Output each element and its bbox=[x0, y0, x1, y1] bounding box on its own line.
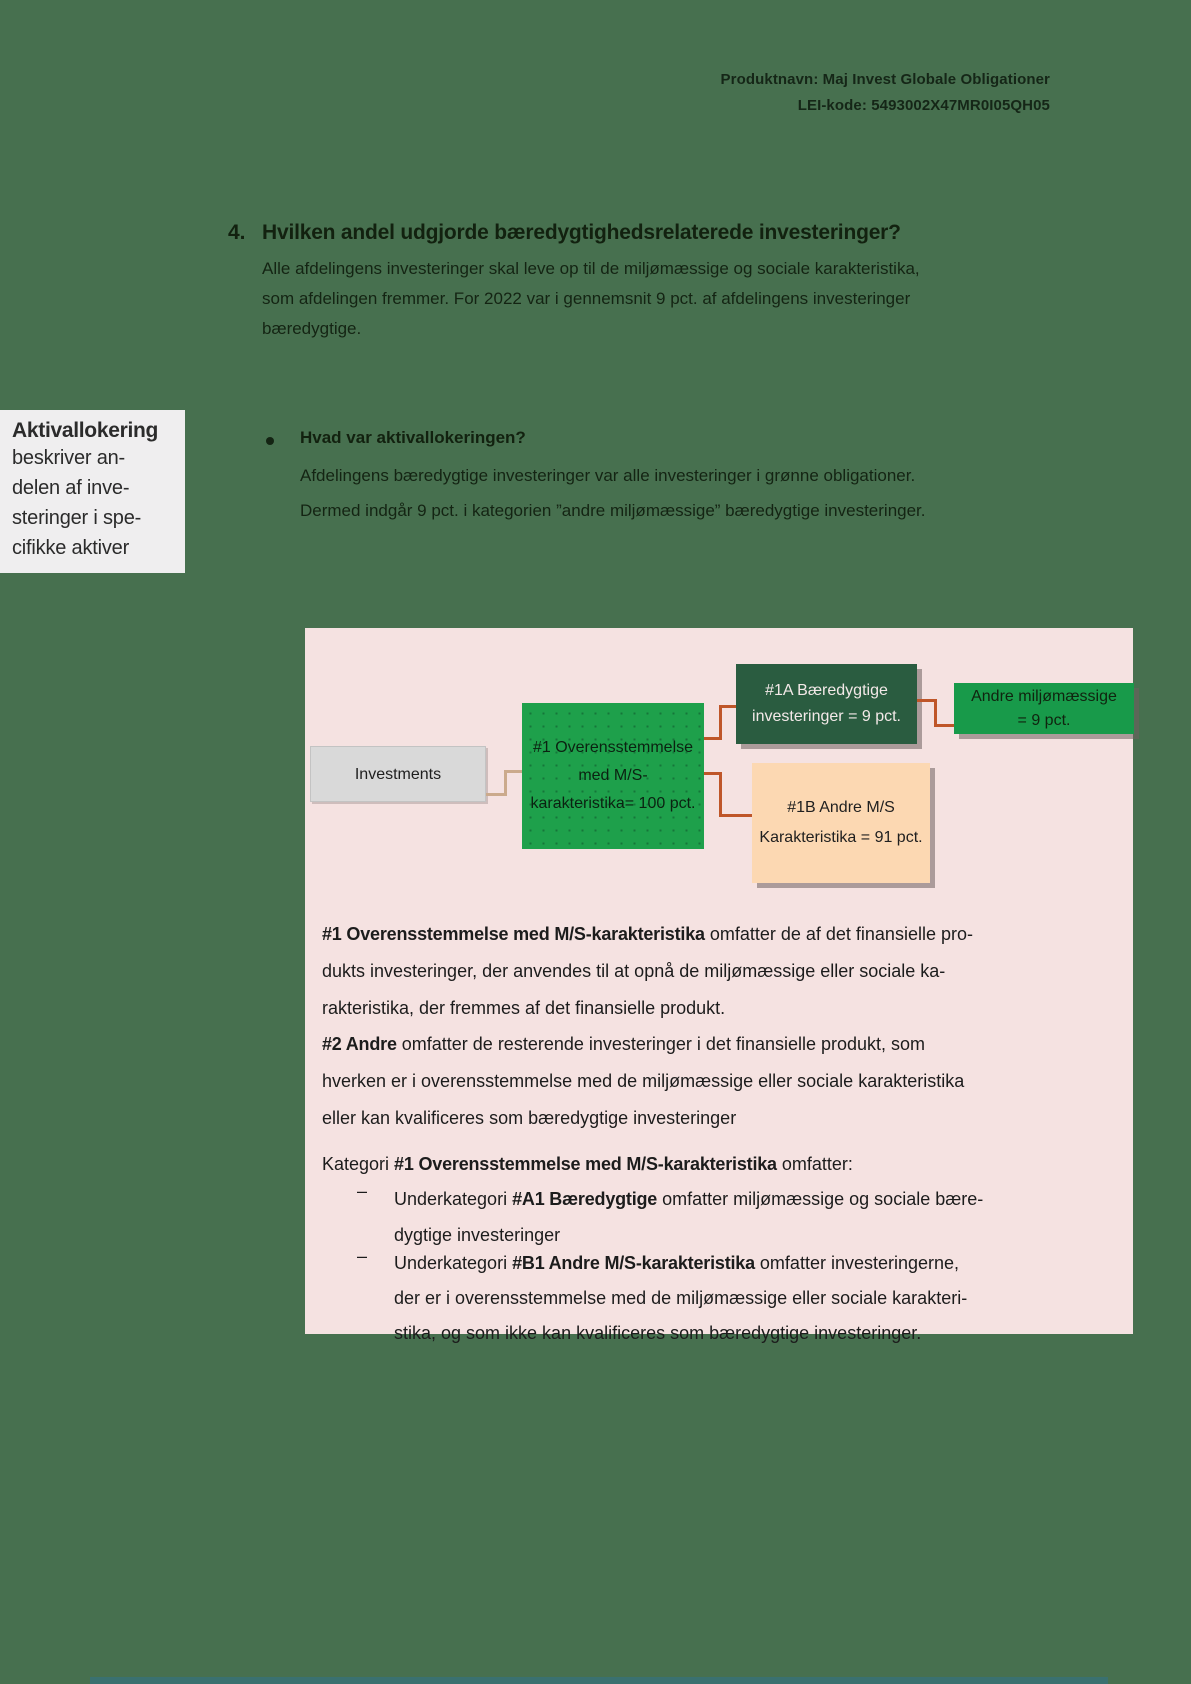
bullet-icon bbox=[266, 437, 274, 445]
connector-box1a-andre bbox=[934, 724, 954, 727]
legend-line bbox=[322, 916, 1122, 953]
box-1b-line: Karakteristika = 91 pct. bbox=[759, 829, 923, 846]
box-1a-line: #1A Bæredygtige bbox=[765, 682, 888, 699]
legend-line bbox=[322, 1026, 1122, 1063]
box-1-line: #1 Overensstemmelse bbox=[532, 739, 694, 756]
footer-accent-bar bbox=[90, 1677, 1108, 1684]
margin-note-line: beskriver an- bbox=[12, 447, 125, 469]
intro-line: som afdelingen fremmer. For 2022 var i gennemsnit 9 pct. af afdelingens investeringer bbox=[262, 289, 911, 308]
margin-note-title: Aktivallokering bbox=[12, 419, 159, 442]
sub-bullet-dash: – bbox=[357, 1181, 368, 1201]
intro-line: bæredygtige. bbox=[262, 319, 362, 338]
legend-term: #1 Overensstemmelse med M/S-karakteristika bbox=[394, 1154, 777, 1174]
connector-box1-box1a bbox=[719, 705, 722, 740]
legend-line: hverken er i overensstemmelse med de miljømæssige eller sociale karakteristika bbox=[322, 1071, 965, 1091]
legend-line: dukts investeringer, der anvendes til at opnå de miljømæssige eller sociale ka- bbox=[322, 961, 946, 981]
legend-text: omfatter de resterende investeringer i det finansielle produkt, som bbox=[396, 1034, 926, 1054]
connector-box1-box1b bbox=[719, 814, 752, 817]
connector-investments-box1 bbox=[504, 770, 522, 773]
legend-line: dygtige investeringer bbox=[394, 1225, 561, 1245]
bullet-answer-line: Dermed indgår 9 pct. i kategorien ”andre miljømæssige” bæredygtige investeringer. bbox=[300, 501, 926, 520]
legend-text: Underkategori bbox=[394, 1189, 513, 1209]
legend-sub-bullet-2 bbox=[394, 1246, 1124, 1351]
box-andre-line: Andre miljømæssige bbox=[971, 687, 1117, 705]
box-andre-miljoemaessige bbox=[954, 683, 1134, 734]
legend-paragraph-2 bbox=[322, 1026, 1122, 1137]
margin-note-line: steringer i spe- bbox=[12, 507, 142, 529]
sub-bullet-dash: – bbox=[357, 1246, 368, 1266]
legend-line bbox=[322, 1146, 1122, 1183]
legend-text: omfatter miljømæssige og sociale bære- bbox=[657, 1189, 984, 1209]
legend-paragraph-1 bbox=[322, 916, 1122, 1027]
margin-note-line: delen af inve- bbox=[12, 477, 130, 499]
box-1a-baeredygtige bbox=[736, 664, 917, 744]
margin-note bbox=[0, 410, 185, 573]
investments-label: Investments bbox=[354, 765, 442, 783]
box-1-line: med M/S- bbox=[578, 767, 648, 784]
legend-term: #B1 Andre M/S-karakteristika bbox=[512, 1253, 755, 1273]
box-1b-andre-ms bbox=[752, 763, 930, 883]
section-number: 4. bbox=[228, 221, 246, 244]
legend-line bbox=[394, 1246, 1124, 1281]
bullet-answer-line: Afdelingens bæredygtige investeringer var alle investeringer i grønne obligationer. bbox=[300, 466, 916, 485]
legend-paragraph-3 bbox=[322, 1146, 1122, 1183]
legend-line: rakteristika, der fremmes af det finansielle produkt. bbox=[322, 998, 726, 1018]
legend-text: omfatter investeringerne, bbox=[754, 1253, 960, 1273]
box-andre-line: = 9 pct. bbox=[1017, 711, 1071, 729]
investments-box bbox=[310, 746, 486, 802]
connector-box1-box1b bbox=[719, 772, 722, 817]
box-1b-line: #1B Andre M/S bbox=[787, 799, 895, 816]
lei-code: LEI-kode: 5493002X47MR0I05QH05 bbox=[797, 97, 1050, 114]
bullet-answer bbox=[300, 458, 1040, 528]
legend-sub-bullet-1 bbox=[394, 1181, 1124, 1253]
bullet-question: Hvad var aktivallokeringen? bbox=[300, 428, 526, 447]
connector-box1a-andre bbox=[934, 699, 937, 727]
legend-term: #A1 Bæredygtige bbox=[512, 1189, 658, 1209]
legend-text: Underkategori bbox=[394, 1253, 513, 1273]
legend-line: stika, og som ikke kan kvalificeres som bæredygtige investeringer. bbox=[394, 1323, 922, 1343]
box-1a-line: investeringer = 9 pct. bbox=[752, 708, 901, 725]
connector-box1-box1a bbox=[719, 705, 736, 708]
box-1-line: karakteristika= 100 pct. bbox=[530, 795, 696, 812]
legend-line bbox=[394, 1181, 1124, 1217]
legend-term: #1 Overensstemmelse med M/S-karakteristika bbox=[322, 924, 705, 944]
legend-line: der er i overensstemmelse med de miljømæssige eller sociale karakteri- bbox=[394, 1288, 968, 1308]
connector-investments-box1 bbox=[504, 770, 507, 796]
legend-text: omfatter: bbox=[776, 1154, 853, 1174]
legend-line: eller kan kvalificeres som bæredygtige investeringer bbox=[322, 1108, 737, 1128]
product-name: Produktnavn: Maj Invest Globale Obligationer bbox=[720, 71, 1050, 88]
box-1-ms-karakteristika bbox=[522, 703, 704, 849]
legend-text: omfatter de af det finansielle pro- bbox=[704, 924, 973, 944]
margin-note-line: cifikke aktiver bbox=[12, 537, 130, 559]
intro-line: Alle afdelingens investeringer skal leve op til de miljømæssige og sociale karakteristika, bbox=[262, 259, 920, 278]
section-intro bbox=[262, 254, 1042, 344]
section-title: Hvilken andel udgjorde bæredygtighedsrelaterede investeringer? bbox=[262, 221, 901, 244]
legend-term: #2 Andre bbox=[322, 1034, 397, 1054]
legend-text: Kategori bbox=[322, 1154, 395, 1174]
